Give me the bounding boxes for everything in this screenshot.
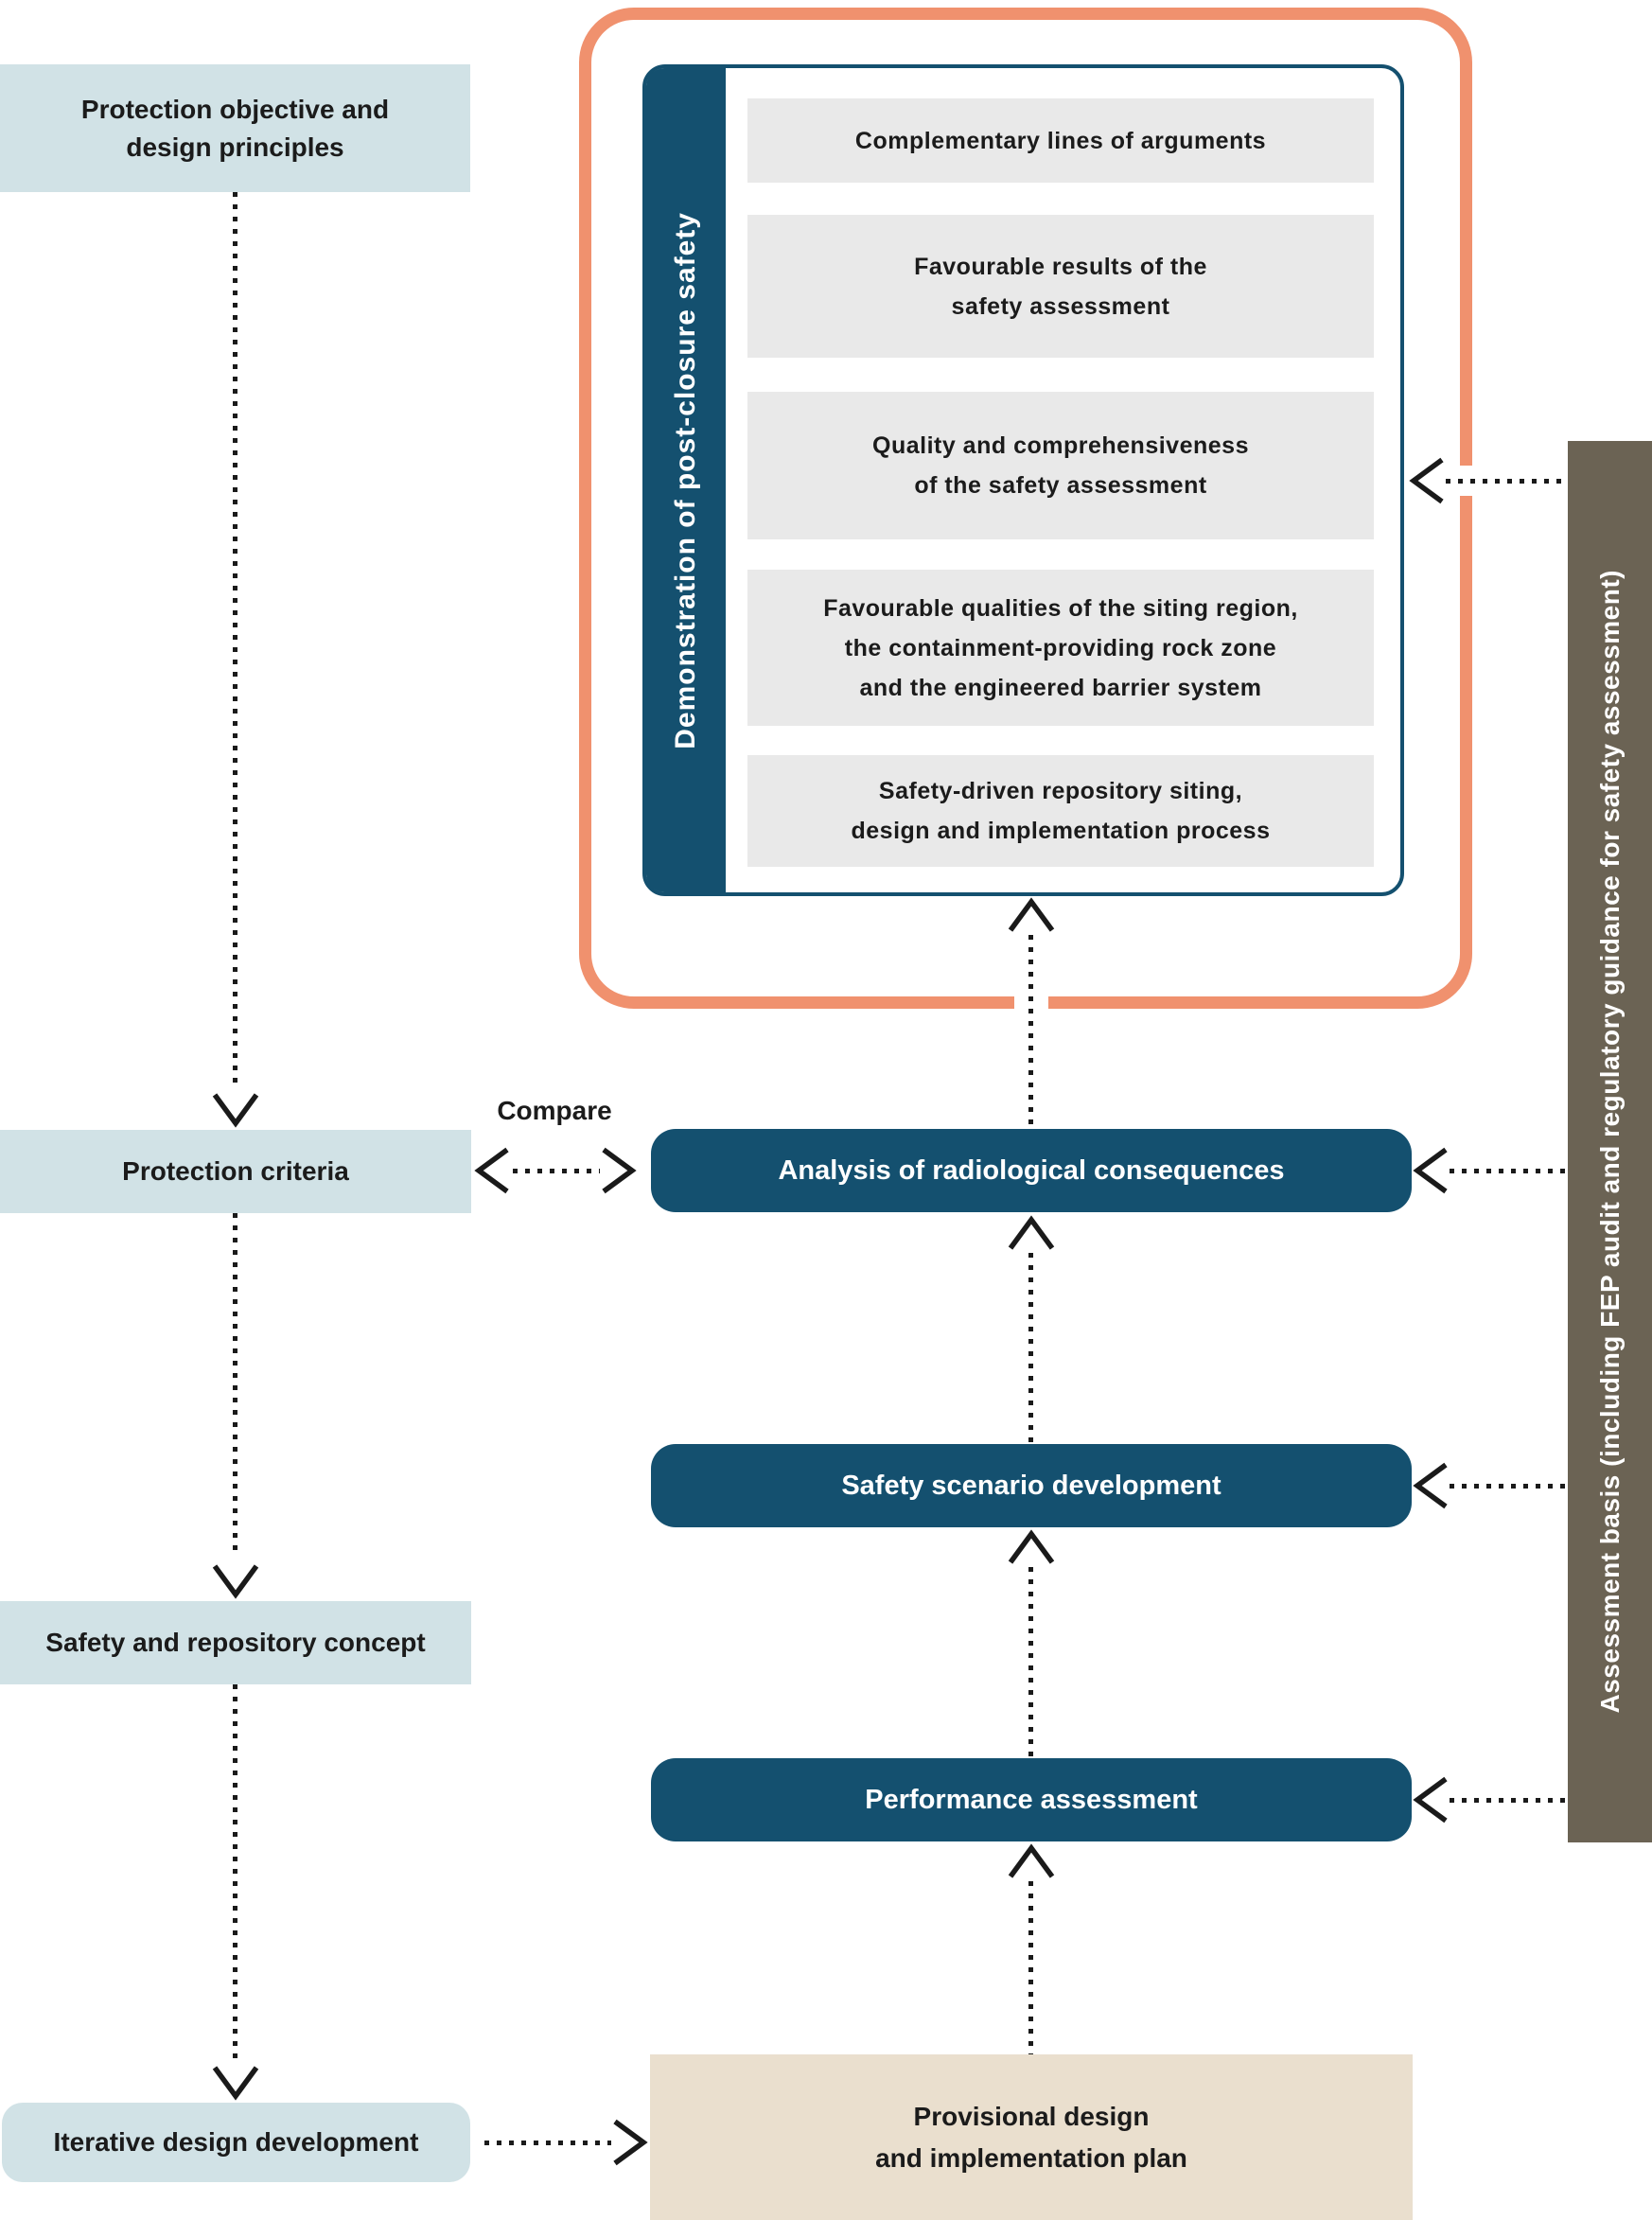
dotted-line xyxy=(1028,1881,1033,2054)
arrow-left-icon xyxy=(1410,456,1446,505)
dotted-line xyxy=(1028,1253,1033,1444)
argument-item-complementary: Complementary lines of arguments xyxy=(747,98,1374,183)
dotted-line xyxy=(513,1169,600,1173)
argument-item-favourable-results: Favourable results of the safety assessment xyxy=(747,215,1374,358)
safety-repository-concept-box: Safety and repository concept xyxy=(0,1601,471,1684)
dotted-line xyxy=(233,1213,237,1558)
protection-objective-box: Protection objective and design principles xyxy=(0,64,470,192)
analysis-radiological-consequences-box: Analysis of radiological consequences xyxy=(651,1129,1412,1212)
argument-item-favourable-qualities: Favourable qualities of the siting region, the containment-providing rock zone and the engineered barrier system xyxy=(747,570,1374,726)
dotted-line xyxy=(1446,479,1568,484)
compare-label: Compare xyxy=(497,1096,612,1125)
dotted-line xyxy=(1028,1567,1033,1758)
demonstration-inner-box xyxy=(642,64,1404,896)
dotted-line xyxy=(484,2141,611,2145)
arrow-up-icon xyxy=(1007,1217,1056,1251)
dotted-line xyxy=(1450,1484,1568,1489)
argument-item-safety-driven: Safety-driven repository siting, design and implementation process xyxy=(747,755,1374,867)
arrow-right-icon xyxy=(611,2118,647,2167)
iterative-design-box: Iterative design development xyxy=(2,2103,470,2182)
assessment-basis-label: Assessment basis (including FEP audit and regulatory guidance for safety assessment) xyxy=(1594,570,1625,1714)
protection-criteria-box: Protection criteria xyxy=(0,1130,471,1213)
arrow-down-icon xyxy=(211,1563,260,1597)
arrow-left-icon xyxy=(1414,1775,1450,1824)
dotted-line xyxy=(233,192,237,1086)
assessment-basis-bar xyxy=(1568,441,1652,1842)
demonstration-sidebar xyxy=(646,68,726,892)
dotted-line xyxy=(1028,935,1033,1129)
provisional-design-box: Provisional design and implementation plan xyxy=(650,2054,1413,2220)
dotted-line xyxy=(233,1684,237,2061)
arrow-left-icon xyxy=(1414,1146,1450,1195)
performance-assessment-box: Performance assessment xyxy=(651,1758,1412,1841)
dotted-line xyxy=(1450,1169,1568,1173)
arrow-down-icon xyxy=(211,2065,260,2099)
safety-scenario-development-box: Safety scenario development xyxy=(651,1444,1412,1527)
arrow-down-icon xyxy=(211,1092,260,1126)
dotted-line xyxy=(1450,1798,1568,1803)
arrow-right-icon xyxy=(600,1146,636,1195)
arrow-up-icon xyxy=(1007,899,1056,933)
arrow-left-icon xyxy=(475,1146,511,1195)
argument-item-quality: Quality and comprehensiveness of the safety assessment xyxy=(747,392,1374,539)
arrow-up-icon xyxy=(1007,1845,1056,1879)
arrow-left-icon xyxy=(1414,1461,1450,1510)
demonstration-sidebar-label: Demonstration of post-closure safety xyxy=(670,211,701,749)
arrow-up-icon xyxy=(1007,1531,1056,1565)
